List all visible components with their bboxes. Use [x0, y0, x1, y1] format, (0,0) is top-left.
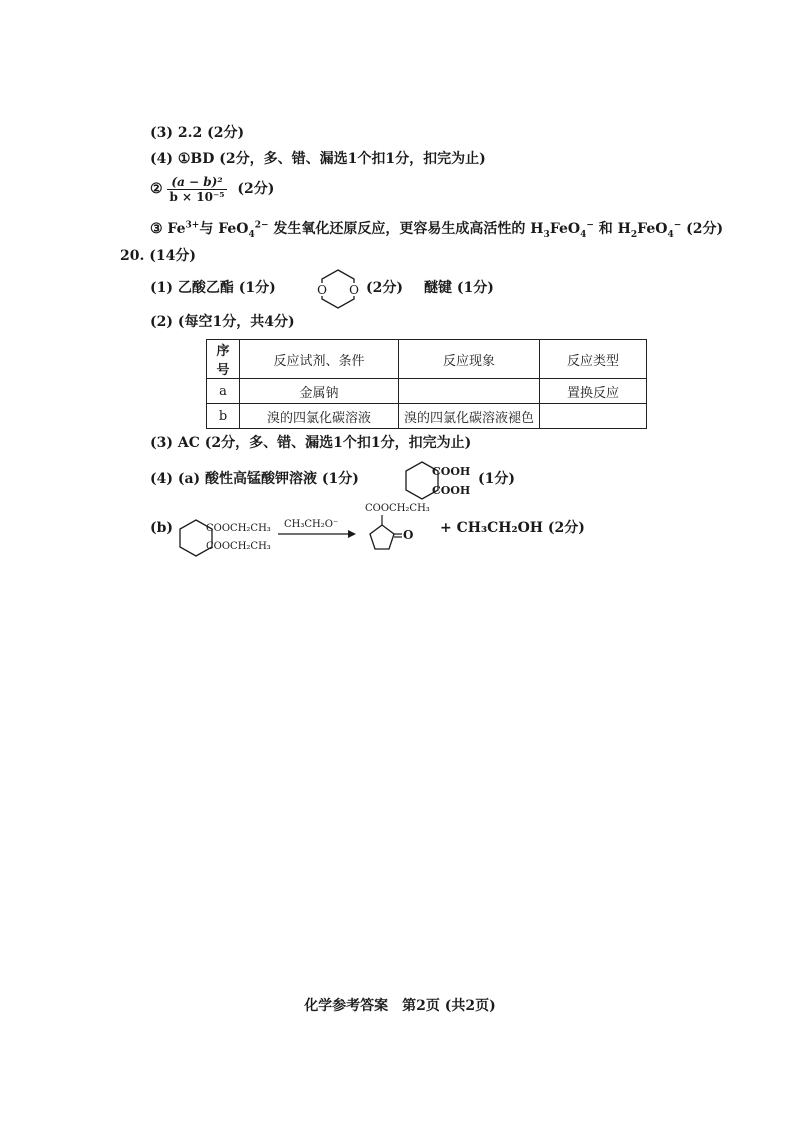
- q19-text-feo4: 与 FeO: [199, 221, 249, 237]
- q20-part4-b-tail: + CH₃CH₂OH (2分): [440, 520, 585, 536]
- answer-table: [206, 339, 647, 429]
- table-cell: 溴的四氯化碳溶液: [240, 404, 399, 429]
- q19-text-score: (2分): [681, 221, 724, 237]
- ketoester-top-label: COOCH₂CH₃: [365, 503, 430, 514]
- table-cell: [540, 404, 647, 429]
- adipic-acid-structure: [402, 459, 480, 503]
- diester-bottom-label: COOCH₂CH₃: [206, 541, 271, 552]
- q20-part4-b-label: (b): [150, 520, 174, 536]
- page-footer: 化学参考答案 第2页 (共2页): [304, 998, 496, 1014]
- q19-text-reaction: 发生氧化还原反应，更容易生成高活性的 H: [268, 221, 544, 237]
- q20-part1-a: (1) 乙酸乙酯 (1分): [150, 280, 276, 296]
- table-row: [207, 379, 647, 404]
- table-cell: b: [207, 404, 240, 429]
- table-header-row: [207, 340, 647, 379]
- diester-top-label: COOCH₂CH₃: [206, 523, 271, 534]
- q19-part4-1: (4) ①BD (2分，多、错、漏选1个扣1分，扣完为止): [150, 151, 486, 167]
- dioxane-o-right: O: [349, 283, 359, 297]
- q19-part4-2-mark: ②: [150, 181, 163, 197]
- table-header-cell: 序号: [207, 340, 240, 379]
- q19-part4-2-score: (2分): [237, 181, 275, 197]
- q19-part3: (3) 2.2 (2分): [150, 125, 245, 141]
- q19-text-and: 和 H: [593, 221, 631, 237]
- q20-part4-a: (4) (a) 酸性高锰酸钾溶液 (1分): [150, 471, 359, 487]
- table-header-cell: 反应现象: [399, 340, 540, 379]
- table-cell: [399, 379, 540, 404]
- reaction-scheme: [176, 498, 456, 570]
- table-header-cell: 反应类型: [540, 340, 647, 379]
- q19-text-h3feo4: FeO: [549, 221, 581, 237]
- table-cell: a: [207, 379, 240, 404]
- keto-oxygen-label: O: [403, 528, 414, 542]
- q19-fraction-numerator: (a − b)²: [167, 175, 226, 190]
- q20-heading: 20. (14分): [120, 248, 196, 264]
- table-cell: 溴的四氯化碳溶液褪色: [399, 404, 540, 429]
- q20-part3: (3) AC (2分，多、错、漏选1个扣1分，扣完为止): [150, 435, 472, 451]
- reagent-label: CH₃CH₂O⁻: [284, 519, 339, 530]
- q19-part4-2: [150, 174, 274, 204]
- q19-fraction: [167, 175, 226, 204]
- table-header-cell: 反应试剂、条件: [240, 340, 399, 379]
- table-row: [207, 404, 647, 429]
- q19-part4-3: ③ $Fe^{3+}$与 FeO$_4^{2-}$ 发生氧化还原反应，更容易生成高活性的 $H_3FeO_4^-$ 和 $H_2FeO_4^-$ (2分): [150, 220, 724, 240]
- q19-fraction-denominator: b × 10⁻⁵: [169, 189, 225, 204]
- q20-part2: (2) (每空1分，共4分): [150, 314, 295, 330]
- q19-text-h2feo4: FeO: [637, 221, 668, 237]
- q20-part1-c: 醚键 (1分): [424, 280, 494, 296]
- dioxane-structure: [313, 266, 363, 312]
- q20-part1-b: (2分): [366, 280, 403, 296]
- q20-part4-a-score: (1分): [478, 471, 515, 487]
- table-cell: 置换反应: [540, 379, 647, 404]
- arrow-head-icon: [348, 530, 356, 538]
- cooh-bottom-label: COOH: [432, 484, 471, 497]
- cooh-top-label: COOH: [432, 465, 471, 478]
- table-cell: 金属钠: [240, 379, 399, 404]
- q19-text-fe: ③ Fe: [150, 221, 186, 237]
- dioxane-o-left: O: [317, 283, 327, 297]
